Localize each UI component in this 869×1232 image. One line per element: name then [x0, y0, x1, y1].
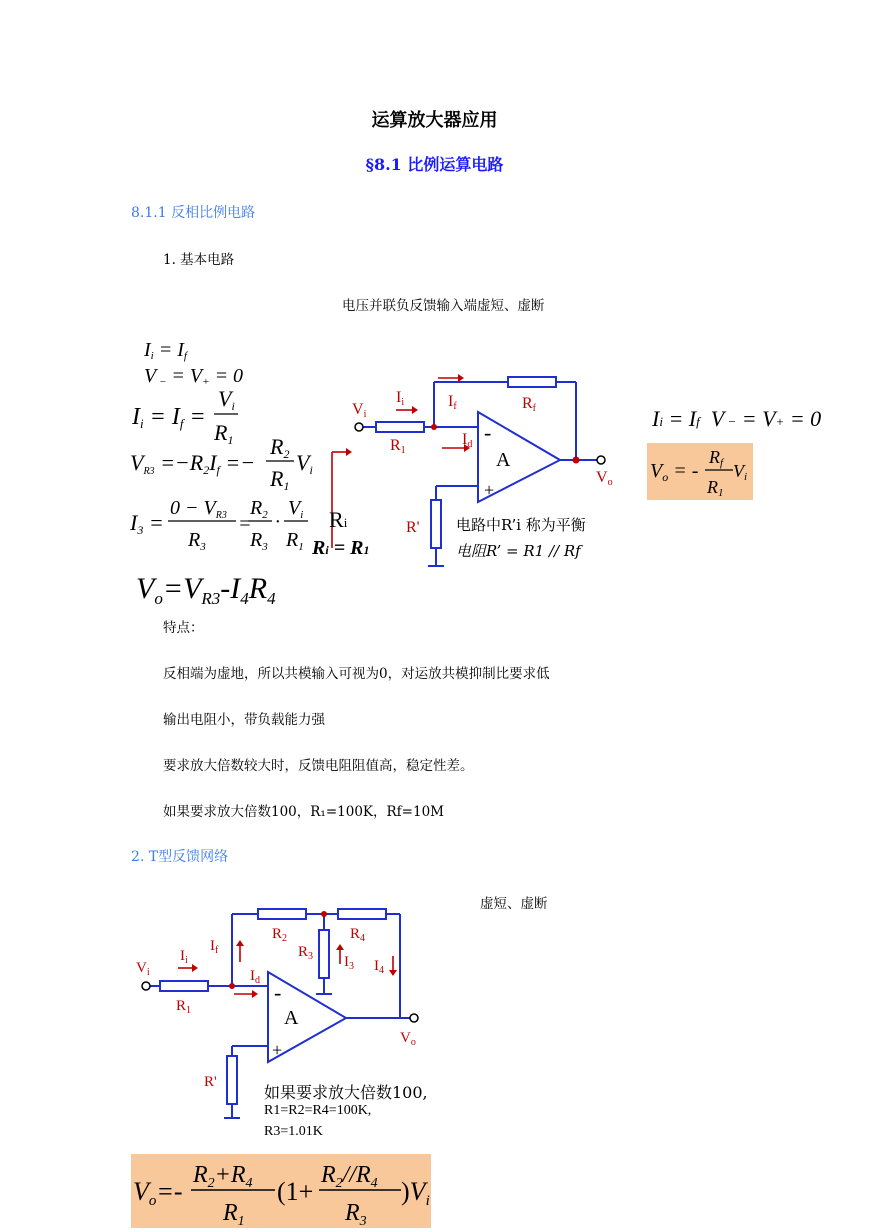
feature-1: 反相端为虚地，所以共模输入可视为0，对运放共模抑制比要求低 — [163, 666, 550, 682]
svg-text:Ii = If: Ii = If — [144, 339, 187, 362]
t-network-gain-formula-box — [131, 1154, 431, 1228]
svg-text:Vi: Vi — [296, 450, 313, 477]
svg-text:Rf: Rf — [522, 395, 537, 414]
features-title: 特点： — [163, 620, 204, 636]
svg-text:Vo=VR3-I4R4: $V_o=V_{R3}-I_4R_4$ — [136, 572, 276, 606]
svg-text:0 − VR3: $0 - V_{R3}$ — [170, 497, 227, 521]
feature-3: 要求放大倍数较大时，反馈电阻阻值高，稳定性差。 — [163, 758, 474, 774]
feature-4: 如果要求放大倍数100，R₁=100K，Rf=10M — [163, 804, 444, 820]
svg-text:R': R' — [406, 519, 420, 536]
svg-text:R3: $R_3$ — [250, 529, 268, 553]
svg-text:Vi: Vi — [733, 461, 748, 483]
svg-text:I4: $I_4$ — [374, 958, 384, 976]
svg-text:R': R' — [204, 1074, 217, 1090]
svg-text:R3: $R_3$ — [188, 529, 206, 553]
item-heading: 1. 基本电路 — [163, 252, 235, 268]
svg-text:A: A — [284, 1007, 299, 1029]
svg-text:I3 =: I3 = — [130, 510, 164, 537]
svg-text:R2+R4: $R_2+R_4$ — [193, 1162, 253, 1191]
svg-text:R2: $R_2$ — [272, 926, 288, 944]
svg-text:-: - — [274, 980, 282, 1005]
svg-text:)Vi: )Vi — [401, 1177, 430, 1209]
svg-text:Rf: Rf — [709, 447, 724, 469]
t-network-note-1: 如果要求放大倍数100, — [264, 1083, 428, 1102]
svg-text:R2//R4: $R_2//R_4$ — [321, 1162, 378, 1191]
svg-text:VR3 =−R2If =−: VR3 =−R2If =− — [130, 450, 256, 477]
svg-text:V − = V+ = 0: V − = V+ = 0 — [144, 365, 244, 388]
balance-note-2: 电阻R’ = R1 // Rf — [456, 542, 581, 560]
svg-text:-: - — [484, 420, 492, 445]
svg-text:Vo: $V_o$ — [400, 1030, 416, 1048]
svg-text:Ii: $I_i$ — [180, 948, 188, 966]
svg-text:R1: R1 — [390, 437, 406, 456]
svg-text:Vo: Vo — [596, 469, 613, 488]
caption-2: 虚短、虚断 — [480, 896, 548, 912]
svg-text:A: A — [496, 449, 511, 471]
subsection-heading-1: 8.1.1 反相比例电路 — [131, 205, 256, 221]
svg-text:R1: $R_1$ — [223, 1200, 245, 1228]
svg-text:If: $I_f$ — [210, 938, 219, 956]
svg-text:Ii: Ii — [396, 389, 405, 408]
page-title: 运算放大器应用 — [371, 110, 498, 131]
svg-text:R1: R1 — [214, 420, 234, 447]
svg-text:Vo = -: $V_o$ = - — [650, 460, 699, 484]
svg-text:R2: R2 — [270, 434, 290, 461]
svg-text:Vi: Vi — [218, 386, 235, 413]
svg-text:+: + — [272, 1040, 283, 1060]
svg-text:R1: $R_1$ — [176, 998, 192, 1016]
svg-text:=: = — [238, 513, 252, 535]
ri-equation: Ri = R1 — [312, 537, 370, 559]
svg-text:R3: $R_3$ — [298, 944, 314, 962]
svg-text:Vi: $V_i$ — [288, 497, 304, 521]
feature-2: 输出电阻小，带负载能力强 — [163, 712, 325, 728]
gain-formula-box — [647, 443, 753, 500]
balance-note-1: 电路中R’i 称为平衡 — [456, 516, 586, 534]
equation-right-1: Ii = If V − = V+ = 0 — [652, 406, 822, 431]
svg-text:+: + — [484, 480, 495, 500]
svg-text:R2: $R_2$ — [250, 497, 268, 521]
ri-label: Ri — [329, 507, 348, 532]
subsection-heading-2: 2. T型反馈网络 — [131, 849, 229, 865]
svg-text:Id: Id — [462, 431, 473, 450]
svg-text:If: If — [448, 393, 457, 412]
svg-text:R4: $R_4$ — [350, 926, 366, 944]
section-heading: §8.1 比例运算电路 — [365, 155, 504, 174]
svg-text:·: · — [275, 511, 280, 533]
caption-1: 电压并联负反馈输入端虚短、虚断 — [342, 298, 545, 314]
svg-text:Vo=-: Vo=- — [133, 1177, 183, 1209]
t-network-note-2: R1=R2=R4=100K, — [264, 1103, 372, 1118]
equations-left — [130, 334, 330, 606]
svg-text:(1+: (1+ — [277, 1177, 314, 1206]
svg-text:Vi: $V_i$ — [136, 960, 150, 978]
svg-text:Vi: Vi — [352, 401, 367, 420]
svg-text:R3: $R_3$ — [345, 1200, 367, 1228]
svg-text:Id: $I_d$ — [250, 968, 260, 986]
svg-text:I3: $I_3$ — [344, 954, 354, 972]
t-network-note-3: R3=1.01K — [264, 1124, 323, 1139]
svg-text:R1: $R_1$ — [286, 529, 304, 553]
svg-text:Ii = If =: Ii = If = — [132, 404, 206, 431]
svg-text:R1: R1 — [707, 477, 724, 499]
svg-text:R1: R1 — [270, 466, 290, 493]
